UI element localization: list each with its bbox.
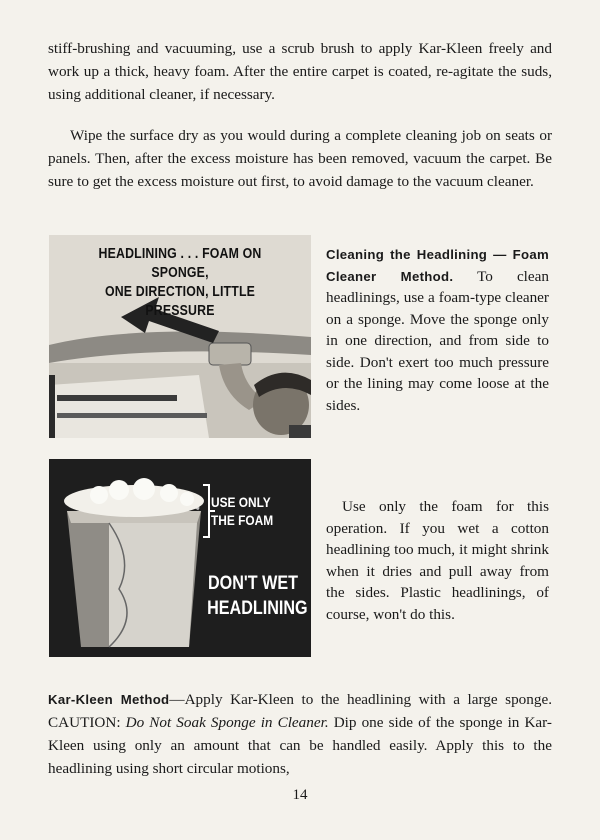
kar-kleen-method-text (48, 688, 552, 780)
kar-kleen-text-after: Dip one side of the sponge in Kar-Kleen using only an amount that can be handled easily. Apply this to the headlining using short circular motions, (48, 714, 552, 777)
bucket-illustration (49, 459, 311, 657)
kar-kleen-dash: — (169, 691, 185, 708)
kar-kleen-text-before: Apply Kar-Kleen to the headlining with a large sponge. CAUTION: (48, 691, 552, 731)
photo1-caption-line2: ONE DIRECTION, LITTLE PRESSURE (104, 284, 256, 319)
use-only-foam-label (211, 493, 296, 529)
foam-cleaner-method-body: To clean headlinings, use a foam-type cleaner on a sponge. Move the sponge only in one direction, and from side to side. Don't exert too much pressure or the lining may come loose at the sides. (326, 267, 549, 414)
photo1-caption-line1: HEADLINING . . . FOAM ON SPONGE, (98, 246, 262, 281)
foam-cleaner-method-text (326, 244, 549, 416)
use-only-line2: THE FOAM (211, 512, 274, 528)
headlining-sponge-photo (49, 235, 311, 438)
use-only-foam-text: Use only the foam for this operation. If you wet a cotton headlining too much, it might shrink when it dries and pull away from the sides. Plastic headlinings, of course, won't do this. (326, 498, 549, 623)
photo1-caption (69, 245, 292, 321)
caution-text: Do Not Soak Sponge in Cleaner. (125, 714, 329, 731)
dont-wet-headlining-label (207, 571, 308, 621)
kar-kleen-method-heading: Kar-Kleen Method (48, 692, 170, 707)
dont-wet-line1: DON'T WET (208, 573, 298, 594)
paragraph-wipe-dry: Wipe the surface dry as you would during a complete cleaning job on seats or panels. Then, after the excess moisture has been removed, vacuum the carpet. Be sure to get the excess moisture out first, to avoid damage to the vacuum cleaner. (48, 127, 552, 190)
page-number: 14 (292, 787, 308, 803)
paragraph-carpet-foam: stiff-brushing and vacuuming, use a scrub brush to apply Kar-Kleen freely and work up a thick, heavy foam. After the entire carpet is coated, re-agitate the suds, using additional cleaner, if necessary. (48, 40, 552, 103)
foam-cleaner-method-heading: Cleaning the Headlining — Foam Cleaner Method. (326, 247, 549, 284)
foam-bucket-photo (49, 459, 311, 657)
dont-wet-line2: HEADLINING (207, 598, 308, 619)
use-only-line1: USE ONLY (211, 494, 271, 510)
